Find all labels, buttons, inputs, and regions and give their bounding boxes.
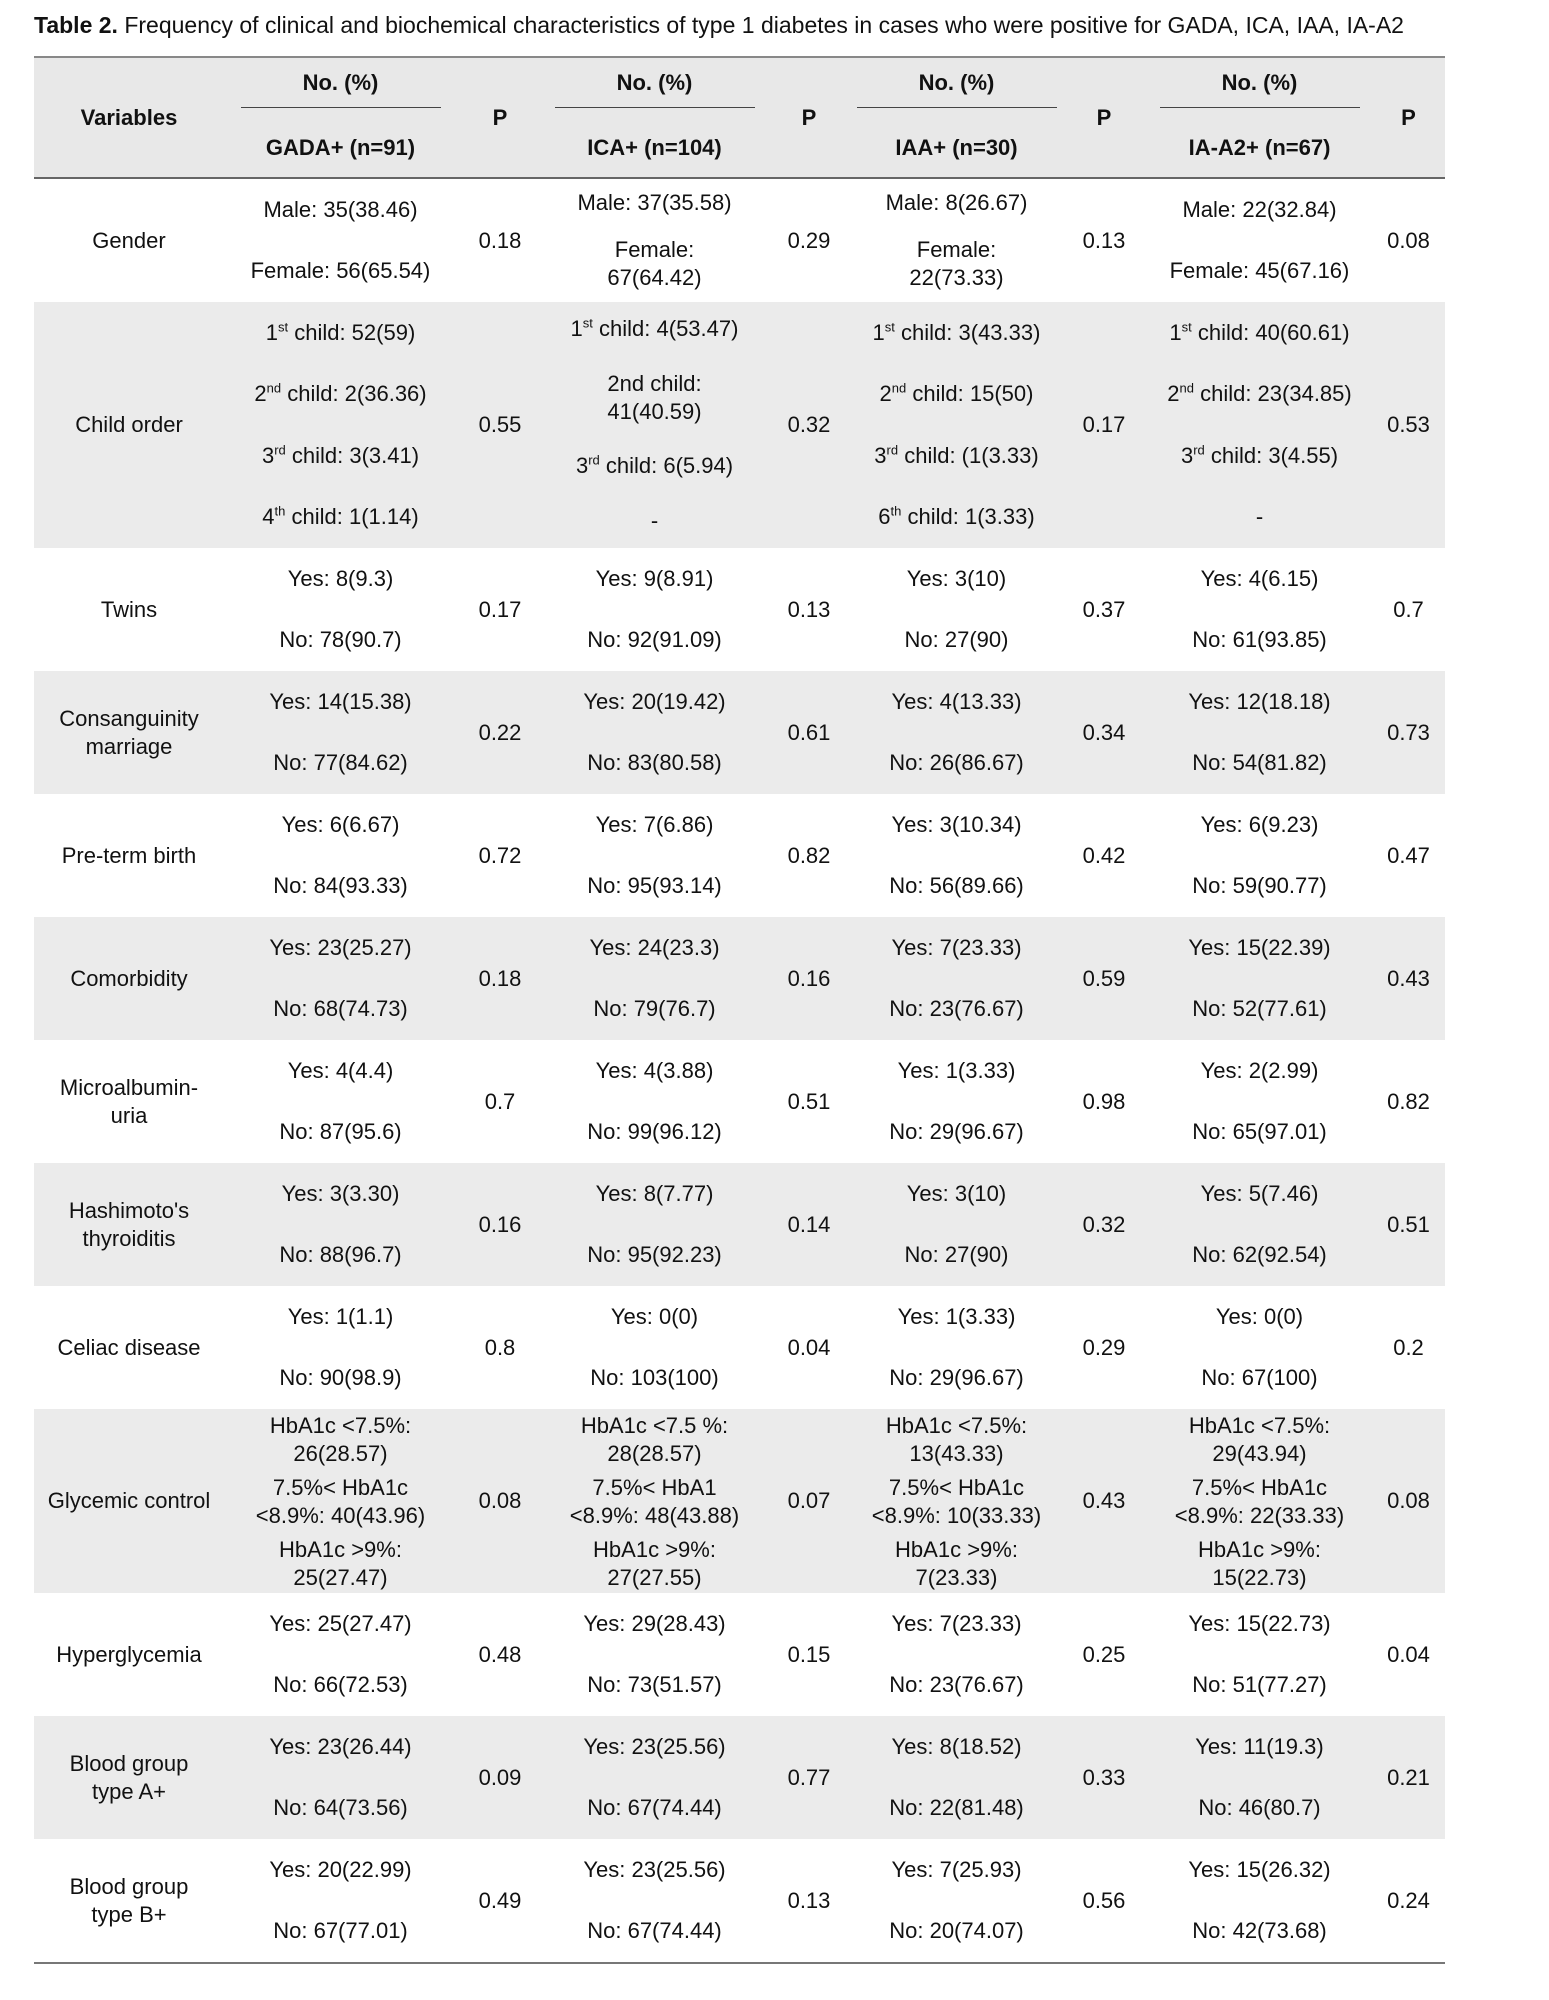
value-cell (224, 794, 457, 917)
cell-line: No: 68(74.73) (273, 996, 408, 1022)
variable-name: Consanguinity marriage (34, 671, 224, 794)
value-cell (852, 178, 1061, 302)
cell-line: Female: 45(67.16) (1169, 258, 1350, 284)
variable-name: Hashimoto's thyroiditis (34, 1163, 224, 1286)
p-value: 0.82 (787, 842, 831, 868)
cell-line: No: 51(77.27) (1192, 1672, 1327, 1698)
p-value: 0.13 (766, 1839, 852, 1963)
value-cell (1147, 917, 1372, 1040)
value-cell (1147, 302, 1372, 548)
cell-line: Yes: 23(25.27) (269, 934, 412, 960)
cell-line: Yes: 11(19.3) (1195, 1733, 1324, 1759)
value-cell (224, 1409, 457, 1593)
cell-line: Yes: 8(18.52) (891, 1733, 1022, 1759)
cell-line: 7.5%< HbA1c <8.9%: 10(33.33) (871, 1475, 1042, 1528)
p-value: 0.29 (1082, 1334, 1126, 1360)
value-cell (224, 1163, 457, 1286)
p-value: 0.59 (1061, 917, 1147, 1040)
cell-line: No: 59(90.77) (1192, 873, 1327, 899)
value-cell (852, 671, 1061, 794)
p-value: 0.43 (1061, 1409, 1147, 1593)
variable-name: Pre-term birth (61, 842, 197, 868)
p-value: 0.17 (1061, 302, 1147, 548)
p-value: 0.77 (766, 1716, 852, 1839)
value-cell (852, 1839, 1061, 1963)
variable-name: Gender (92, 227, 166, 253)
value-cell (1147, 178, 1372, 302)
cell-line: 3rd child: (1(3.33) (874, 442, 1039, 468)
cell-line: No: 20(74.07) (889, 1918, 1024, 1944)
cell-line: Yes: 23(25.56) (583, 1733, 726, 1759)
value-cell (224, 917, 457, 1040)
cell-line: Yes: 24(23.3) (589, 934, 720, 960)
cell-line: Yes: 0(0) (1215, 1303, 1304, 1329)
header-no-pct: No. (%) (543, 57, 766, 118)
cell-line: Yes: 14(15.38) (269, 688, 412, 714)
cell-line: Yes: 4(13.33) (891, 688, 1022, 714)
value-cell (543, 302, 766, 548)
p-value: 0.61 (766, 671, 852, 794)
p-value: 0.07 (766, 1409, 852, 1593)
cell-line: No: 95(92.23) (587, 1242, 722, 1268)
cell-line: No: 67(100) (1201, 1365, 1318, 1391)
variable-name: Glycemic control (34, 1409, 224, 1593)
p-value: 0.08 (1372, 1409, 1445, 1593)
value-cell (852, 1593, 1061, 1716)
value-cell (852, 1286, 1061, 1409)
value-cell (1147, 1716, 1372, 1839)
header-no-pct: No. (%) (224, 57, 457, 118)
cell-line: No: 66(72.53) (273, 1672, 408, 1698)
value-cell (1147, 548, 1372, 671)
cell-line: 1st child: 4(53.47) (570, 315, 739, 342)
cell-line: HbA1c <7.5 %: 28(28.57) (580, 1413, 729, 1466)
p-value: 0.04 (787, 1334, 831, 1360)
cell-line: Yes: 9(8.91) (595, 565, 714, 591)
cell-line: No: 23(76.67) (889, 996, 1024, 1022)
p-value: 0.43 (1372, 917, 1445, 1040)
cell-line: - (1255, 504, 1264, 530)
value-cell (224, 1839, 457, 1963)
p-value: 0.73 (1372, 671, 1445, 794)
table-row (34, 917, 1445, 1040)
cell-line: Female: 22(73.33) (909, 237, 1004, 291)
cell-line: HbA1c >9%: 27(27.55) (593, 1537, 716, 1590)
cell-line: Yes: 7(23.33) (891, 934, 1022, 960)
header-group-iaa: IAA+ (n=30) (852, 118, 1061, 178)
p-value: 0.55 (457, 302, 543, 548)
p-value: 0.32 (1061, 1163, 1147, 1286)
header-group-ica: ICA+ (n=104) (543, 118, 766, 178)
p-value: 0.24 (1372, 1839, 1445, 1963)
value-cell (1147, 1593, 1372, 1716)
cell-line: Yes: 20(19.42) (583, 688, 726, 714)
cell-line: No: 29(96.67) (889, 1119, 1024, 1145)
header-no-pct: No. (%) (1147, 57, 1372, 118)
value-cell (224, 1716, 457, 1839)
variable-name: Hyperglycemia (56, 1641, 202, 1667)
cell-line: No: 90(98.9) (279, 1365, 402, 1391)
cell-line: Female: 56(65.54) (250, 258, 431, 284)
p-value: 0.48 (478, 1641, 522, 1667)
cell-line: Male: 37(35.58) (577, 189, 732, 215)
p-value: 0.13 (787, 596, 831, 622)
cell-line: 7.5%< HbA1c <8.9%: 40(43.96) (255, 1475, 426, 1528)
table-row (34, 671, 1445, 794)
p-value: 0.18 (457, 917, 543, 1040)
value-cell (543, 548, 766, 671)
p-value: 0.13 (1082, 227, 1126, 253)
cell-line: 7.5%< HbA1c <8.9%: 22(33.33) (1174, 1475, 1345, 1528)
p-value: 0.29 (787, 227, 831, 253)
table-row (34, 1593, 1445, 1716)
cell-line: No: 73(51.57) (587, 1672, 722, 1698)
cell-line: 3rd child: 6(5.94) (575, 452, 734, 479)
cell-line: Yes: 4(6.15) (1200, 565, 1319, 591)
cell-line: 1st child: 3(43.33) (872, 319, 1041, 345)
p-value: 0.33 (1061, 1716, 1147, 1839)
table-row (34, 1163, 1445, 1286)
table-row (34, 1286, 1445, 1409)
variable-name: Celiac disease (57, 1334, 201, 1360)
value-cell (543, 1839, 766, 1963)
cell-line: Yes: 20(22.99) (269, 1856, 412, 1882)
value-cell (543, 1593, 766, 1716)
p-value: 0.08 (457, 1409, 543, 1593)
cell-line: Yes: 2(2.99) (1200, 1057, 1319, 1083)
cell-line: 6th child: 1(3.33) (878, 503, 1035, 530)
value-cell (543, 1716, 766, 1839)
cell-line: No: 42(73.68) (1192, 1918, 1327, 1944)
value-cell (224, 671, 457, 794)
cell-line: Yes: 3(10) (906, 1180, 1007, 1206)
p-value: 0.51 (787, 1088, 831, 1114)
cell-line: Yes: 6(6.67) (281, 811, 400, 837)
cell-line: Yes: 7(23.33) (891, 1610, 1022, 1636)
p-value: 0.53 (1372, 302, 1445, 548)
cell-line: No: 78(90.7) (279, 627, 402, 653)
cell-line: No: 54(81.82) (1192, 750, 1327, 776)
table-row (34, 302, 1445, 548)
value-cell (852, 302, 1061, 548)
cell-line: - (650, 507, 659, 533)
table-row (34, 1839, 1445, 1963)
cell-line: Yes: 8(9.3) (287, 565, 394, 591)
cell-line: 2nd child: 2(36.36) (254, 380, 427, 407)
value-cell (543, 1163, 766, 1286)
header-p: P (1061, 57, 1147, 178)
p-value: 0.98 (1082, 1088, 1126, 1114)
value-cell (1147, 794, 1372, 917)
cell-line: HbA1c <7.5%: 29(43.94) (1188, 1413, 1331, 1466)
value-cell (224, 178, 457, 302)
cell-line: No: 46(80.7) (1198, 1795, 1321, 1821)
p-value: 0.2 (1393, 1334, 1424, 1360)
cell-line: Male: 35(38.46) (263, 196, 418, 222)
value-cell (224, 548, 457, 671)
p-value: 0.34 (1061, 671, 1147, 794)
header-p: P (766, 57, 852, 178)
value-cell (224, 1593, 457, 1716)
cell-line: No: 27(90) (904, 627, 1009, 653)
cell-line: No: 61(93.85) (1192, 627, 1327, 653)
value-cell (852, 548, 1061, 671)
cell-line: No: 95(93.14) (587, 873, 722, 899)
value-cell (543, 1286, 766, 1409)
cell-line: Yes: 6(9.23) (1200, 811, 1319, 837)
value-cell (543, 1040, 766, 1163)
value-cell (543, 794, 766, 917)
cell-line: Yes: 23(25.56) (583, 1856, 726, 1882)
value-cell (1147, 1839, 1372, 1963)
value-cell (224, 302, 457, 548)
value-cell (543, 917, 766, 1040)
cell-line: No: 62(92.54) (1192, 1242, 1327, 1268)
p-value: 0.82 (1387, 1088, 1430, 1114)
cell-line: Yes: 25(27.47) (269, 1610, 412, 1636)
p-value: 0.72 (478, 842, 522, 868)
cell-line: Yes: 8(7.77) (595, 1180, 714, 1206)
table-header (34, 57, 1445, 178)
cell-line: Yes: 5(7.46) (1200, 1180, 1319, 1206)
cell-line: Yes: 3(10.34) (891, 811, 1022, 837)
cell-line: 1st child: 52(59) (265, 319, 416, 345)
table-caption (34, 10, 1404, 40)
cell-line: No: 65(97.01) (1192, 1119, 1327, 1145)
cell-line: Yes: 7(25.93) (891, 1856, 1022, 1882)
variable-name: Microalbumin- uria (59, 1074, 199, 1128)
cell-line: 4th child: 1(1.14) (262, 503, 419, 530)
variable-name: Child order (34, 302, 224, 548)
p-value: 0.15 (787, 1641, 831, 1667)
cell-line: Yes: 4(4.4) (287, 1057, 394, 1083)
cell-line: No: 22(81.48) (889, 1795, 1024, 1821)
p-value: 0.7 (1393, 596, 1424, 622)
cell-line: No: 23(76.67) (889, 1672, 1024, 1698)
p-value: 0.37 (1082, 596, 1126, 622)
p-value: 0.16 (457, 1163, 543, 1286)
variable-name: Comorbidity (34, 917, 224, 1040)
value-cell (852, 917, 1061, 1040)
p-value: 0.14 (766, 1163, 852, 1286)
data-table (34, 56, 1445, 1964)
variable-name: Blood group type B+ (34, 1839, 224, 1963)
variable-name: Twins (100, 596, 158, 622)
cell-line: No: 87(95.6) (279, 1119, 402, 1145)
cell-line: Yes: 3(3.30) (281, 1180, 400, 1206)
value-cell (1147, 671, 1372, 794)
value-cell (1147, 1286, 1372, 1409)
header-p: P (457, 57, 543, 178)
table-row (34, 1716, 1445, 1839)
caption-label: Table 2. (34, 12, 118, 38)
value-cell (543, 1409, 766, 1593)
header-no-pct: No. (%) (852, 57, 1061, 118)
cell-line: 2nd child: 15(50) (879, 380, 1034, 407)
p-value: 0.17 (478, 596, 522, 622)
value-cell (852, 1163, 1061, 1286)
cell-line: HbA1c <7.5%: 13(43.33) (885, 1413, 1028, 1466)
cell-line: Yes: 15(22.39) (1188, 934, 1331, 960)
header-group-gada: GADA+ (n=91) (224, 118, 457, 178)
p-value: 0.32 (766, 302, 852, 548)
cell-line: HbA1c <7.5%: 26(28.57) (269, 1413, 412, 1466)
p-value: 0.22 (457, 671, 543, 794)
p-value: 0.56 (1061, 1839, 1147, 1963)
value-cell (852, 1409, 1061, 1593)
cell-line: Yes: 23(26.44) (269, 1733, 412, 1759)
cell-line: No: 64(73.56) (273, 1795, 408, 1821)
cell-line: No: 52(77.61) (1192, 996, 1327, 1022)
p-value: 0.49 (457, 1839, 543, 1963)
cell-line: 2nd child: 41(40.59) (607, 370, 702, 424)
p-value: 0.16 (766, 917, 852, 1040)
cell-line: Yes: 4(3.88) (595, 1057, 714, 1083)
table-body (34, 178, 1445, 1963)
table-row (34, 1409, 1445, 1593)
cell-line: Yes: 15(22.73) (1188, 1610, 1331, 1636)
cell-line: 3rd child: 3(4.55) (1180, 442, 1339, 468)
p-value: 0.51 (1372, 1163, 1445, 1286)
cell-line: HbA1c >9%: 25(27.47) (279, 1537, 402, 1590)
cell-line: 7.5%< HbA1 <8.9%: 48(43.88) (569, 1475, 740, 1528)
header-variables: Variables (34, 57, 224, 178)
table-row (34, 1040, 1445, 1163)
cell-line: Yes: 12(18.18) (1188, 688, 1331, 714)
cell-line: Male: 22(32.84) (1182, 196, 1337, 222)
cell-line: HbA1c >9%: 15(22.73) (1198, 1537, 1321, 1590)
cell-line: Yes: 29(28.43) (583, 1610, 726, 1636)
cell-line: HbA1c >9%: 7(23.33) (895, 1537, 1018, 1590)
cell-line: No: 56(89.66) (889, 873, 1024, 899)
table-row (34, 794, 1445, 917)
value-cell (224, 1040, 457, 1163)
cell-line: No: 67(74.44) (587, 1918, 722, 1944)
value-cell (852, 1040, 1061, 1163)
cell-line: Yes: 0(0) (610, 1303, 699, 1329)
value-cell (224, 1286, 457, 1409)
p-value: 0.18 (478, 227, 522, 253)
cell-line: No: 83(80.58) (587, 750, 722, 776)
cell-line: Female: 67(64.42) (607, 237, 702, 291)
p-value: 0.21 (1372, 1716, 1445, 1839)
cell-line: No: 27(90) (904, 1242, 1009, 1268)
p-value: 0.8 (484, 1334, 516, 1360)
cell-line: No: 92(91.09) (587, 627, 722, 653)
cell-line: Yes: 1(1.1) (287, 1303, 394, 1329)
cell-line: No: 29(96.67) (889, 1365, 1024, 1391)
p-value: 0.08 (1387, 227, 1430, 253)
value-cell (1147, 1040, 1372, 1163)
value-cell (543, 671, 766, 794)
value-cell (1147, 1409, 1372, 1593)
cell-line: No: 26(86.67) (889, 750, 1024, 776)
table-row (34, 178, 1445, 302)
variable-name: Blood group type A+ (34, 1716, 224, 1839)
cell-line: No: 88(96.7) (279, 1242, 402, 1268)
cell-line: Yes: 1(3.33) (897, 1057, 1016, 1083)
cell-line: No: 67(77.01) (273, 1918, 408, 1944)
header-group-ia-a2: IA-A2+ (n=67) (1147, 118, 1372, 178)
cell-line: 1st child: 40(60.61) (1169, 319, 1350, 345)
p-value: 0.09 (457, 1716, 543, 1839)
table-row (34, 548, 1445, 671)
value-cell (1147, 1163, 1372, 1286)
cell-line: Yes: 15(26.32) (1188, 1856, 1331, 1882)
cell-line: No: 99(96.12) (587, 1119, 722, 1145)
cell-line: Male: 8(26.67) (885, 189, 1028, 215)
p-value: 0.25 (1082, 1641, 1126, 1667)
cell-line: 2nd child: 23(34.85) (1167, 380, 1352, 407)
cell-line: No: 79(76.7) (593, 996, 716, 1022)
value-cell (543, 178, 766, 302)
p-value: 0.47 (1387, 842, 1430, 868)
value-cell (852, 794, 1061, 917)
p-value: 0.7 (484, 1088, 516, 1114)
header-p: P (1372, 57, 1445, 178)
cell-line: No: 84(93.33) (273, 873, 408, 899)
p-value: 0.42 (1082, 842, 1126, 868)
cell-line: 3rd child: 3(3.41) (261, 442, 420, 468)
cell-line: No: 67(74.44) (587, 1795, 722, 1821)
cell-line: No: 103(100) (590, 1365, 719, 1391)
value-cell (852, 1716, 1061, 1839)
cell-line: Yes: 7(6.86) (595, 811, 714, 837)
cell-line: Yes: 1(3.33) (897, 1303, 1016, 1329)
caption-text: Frequency of clinical and biochemical characteristics of type 1 diabetes in cases who were positive for GADA, ICA, IAA, IA-A2 (117, 12, 1404, 38)
p-value: 0.04 (1387, 1641, 1430, 1667)
cell-line: No: 77(84.62) (273, 750, 408, 776)
cell-line: Yes: 3(10) (906, 565, 1007, 591)
